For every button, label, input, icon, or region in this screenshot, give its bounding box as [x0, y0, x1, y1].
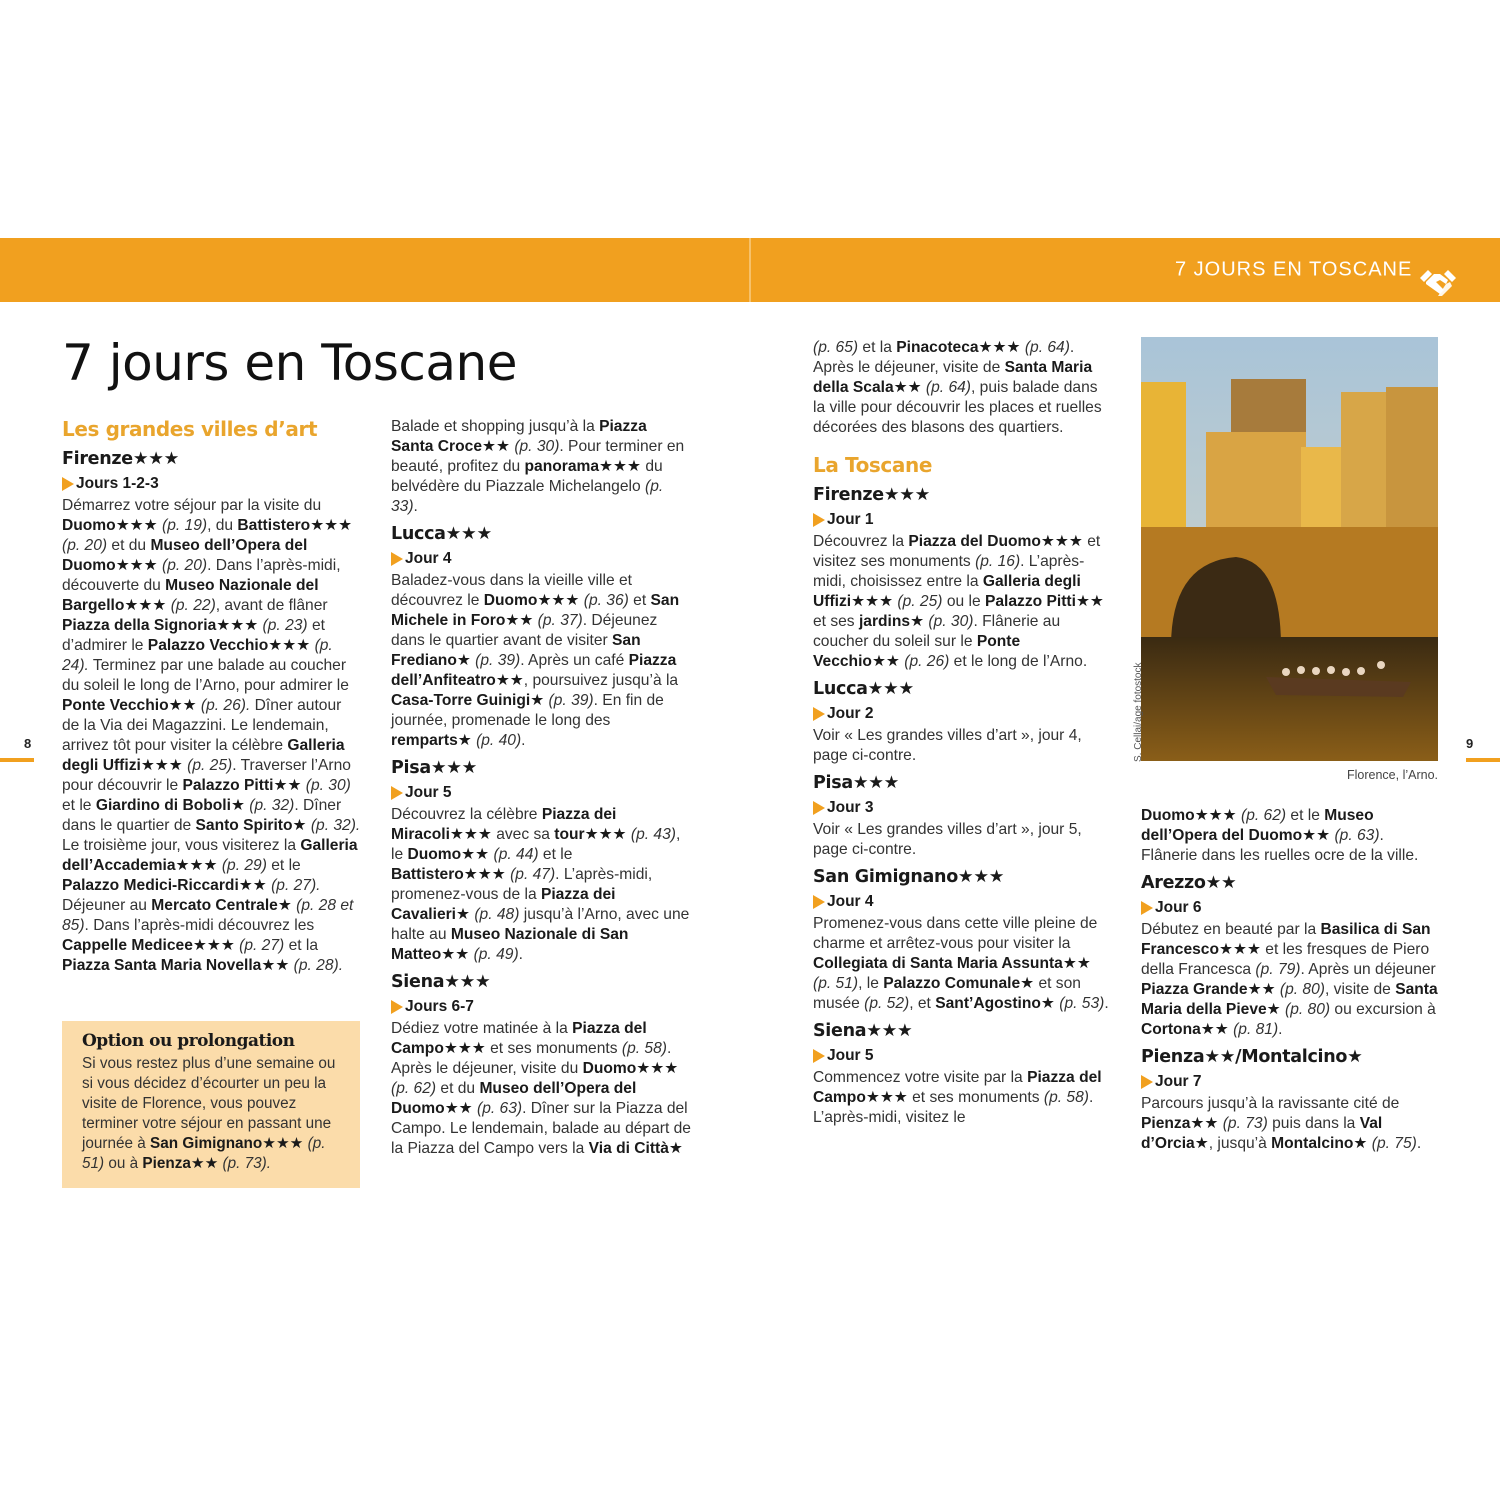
city-heading-lucca: Lucca★★★ — [391, 524, 492, 544]
day-label: Jours 6-7 — [405, 998, 474, 1015]
day-heading — [391, 549, 691, 569]
column-2 — [391, 417, 691, 1159]
day-label: Jour 2 — [827, 705, 874, 722]
option-box — [62, 1021, 360, 1188]
itinerary-text: Promenez-vous dans cette ville pleine de charme et arrêtez-vous pour visiter la Collegiata di Santa Maria Assunta★★ (p. 51), le Palazzo Comunale★ et son musée (p. 52), et Sant’Agostino★ (p. 53). — [813, 915, 1109, 1012]
city-heading-firenze: Firenze★★★ — [62, 449, 180, 469]
day-label: Jour 5 — [827, 1047, 874, 1064]
city-heading: Siena★★★ — [813, 1021, 913, 1041]
city-heading: Lucca★★★ — [813, 679, 914, 699]
itinerary-text: (p. 65) et la Pinacoteca★★★ (p. 64). Après le déjeuner, visite de Santa Maria della Scala★★ (p. 64), puis balade dans la ville pour découvrir les places et ruelles décorées des blasons des quartiers. — [813, 339, 1102, 436]
day-heading — [813, 798, 1111, 818]
day-label: Jour 1 — [827, 511, 874, 528]
toscane-list — [813, 484, 1111, 1128]
toscane-list-right — [1141, 872, 1441, 1154]
column-1 — [62, 416, 362, 976]
itinerary-text: Découvrez la célèbre Piazza dei Miracoli★★★ avec sa tour★★★ (p. 43), le Duomo★★ (p. 44) et le Battistero★★★ (p. 47). L’après-midi, promenez-vous de la Piazza dei Cavalieri★ (p. 48) jusqu’à l’Arno, avec une halte au Museo Nazionale di San Matteo★★ (p. 49). — [391, 806, 690, 963]
column-4 — [1141, 806, 1441, 1154]
triangle-bullet-icon — [1141, 901, 1153, 915]
triangle-bullet-icon — [813, 801, 825, 815]
day-heading — [391, 783, 691, 803]
day-heading — [1141, 1072, 1441, 1092]
city-heading: Pisa★★★ — [813, 773, 900, 793]
triangle-bullet-icon — [391, 786, 403, 800]
day-label: Jour 7 — [1155, 1073, 1202, 1090]
city-heading: Arezzo★★ — [1141, 873, 1237, 893]
option-box-title: Option ou prolongation — [82, 1031, 295, 1051]
triangle-bullet-icon — [62, 477, 74, 491]
day-heading — [813, 892, 1111, 912]
itinerary-text: Parcours jusqu’à la ravissante cité de Pienza★★ (p. 73) puis dans la Val d’Orcia★, jusqu’à Montalcino★ (p. 75). — [1141, 1095, 1422, 1152]
triangle-bullet-icon — [813, 895, 825, 909]
city-heading: San Gimignano★★★ — [813, 867, 1005, 887]
day-label: Jour 6 — [1155, 899, 1202, 916]
city-heading: Pienza★★/Montalcino★ — [1141, 1047, 1363, 1067]
triangle-bullet-icon — [391, 1000, 403, 1014]
day-heading — [1141, 898, 1441, 918]
page-number-right: 9 — [1466, 736, 1474, 751]
city-heading-pisa: Pisa★★★ — [391, 758, 478, 778]
itinerary-text: Débutez en beauté par la Basilica di San Francesco★★★ et les fresques de Piero della Francesca (p. 79). Après un déjeuner Piazza Grande★★ (p. 80), visite de Santa Maria della Pieve★ (p. 80) ou excursion à Cortona★★ (p. 81). — [1141, 921, 1438, 1038]
day-label: Jour 4 — [405, 550, 452, 567]
section-heading-toscane: La Toscane — [813, 453, 932, 477]
itinerary-text: Dédiez votre matinée à la Piazza del Campo★★★ et ses monuments (p. 58). Après le déjeuner, visite du Duomo★★★ (p. 62) et du Museo dell’Opera del Duomo★★ (p. 63). Dîner sur la Piazza del Campo. Le lendemain, balade au départ de la Piazza del Campo vers la Via di Città★ — [391, 1020, 691, 1157]
itinerary-text: Voir « Les grandes villes d’art », jour 5, page ci-contre. — [813, 821, 1082, 858]
itinerary-text: Démarrez votre séjour par la visite du Duomo★★★ (p. 19), du Battistero★★★ (p. 20) et du Museo dell’Opera del Duomo★★★ (p. 20). Dans l’après-midi, découverte du Museo Nazionale del Bargello★★★ (p. 22), avant de flâner Piazza della Signoria★★★ (p. 23) et d’admirer le Palazzo Vecchio★★★ (p. 24). Terminez par une balade au coucher du soleil le long de l’Arno, pour admirer le Ponte Vecchio★★ (p. 26). Dîner autour de la Via dei Magazzini. Le lendemain, arrivez tôt pour visiter la célèbre Galleria degli Uffizi★★★ (p. 25). Traverser l’Arno pour découvrir le Palazzo Pitti★★ (p. 30) et le Giardino di Boboli★ (p. 32). Dîner dans le quartier de Santo Spirito★ (p. 32). Le troisième jour, vous visiterez la Galleria dell’Accademia★★★ (p. 29) et le Palazzo Medici-Riccardi★★ (p. 27). Déjeuner au Mercato Centrale★ (p. 28 et 85). Dans l’après-midi découvrez les Cappelle Medicee★★★ (p. 27) et la Piazza Santa Maria Novella★★ (p. 28). — [62, 497, 361, 974]
option-box-text: Si vous restez plus d’une semaine ou si vous décidez d’écourter un peu la visite de Florence, vous pouvez terminer votre séjour en passant une journée à San Gimignano★★★ (p. 51) ou à Pienza★★ (p. 73). — [82, 1055, 336, 1172]
triangle-bullet-icon — [1141, 1075, 1153, 1089]
day-label: Jour 3 — [827, 799, 874, 816]
itinerary-text: Voir « Les grandes villes d’art », jour 4, page ci-contre. — [813, 727, 1082, 764]
itinerary-text: Baladez-vous dans la vieille ville et découvrez le Duomo★★★ (p. 36) et San Michele in Foro★★ (p. 37). Déjeunez dans le quartier avant de visiter San Frediano★ (p. 39). Après un café Piazza dell’Anfiteatro★★, poursuivez jusqu’à la Casa-Torre Guinigi★ (p. 39). En fin de journée, promenade le long des remparts★ (p. 40). — [391, 572, 680, 749]
photo-credit: S. Cellai/age fotostock — [1133, 662, 1144, 762]
page-title: 7 jours en Toscane — [62, 334, 517, 392]
day-heading — [813, 510, 1111, 530]
running-head: 7 JOURS EN TOSCANE — [1175, 258, 1413, 281]
folio-bar-right — [1466, 758, 1500, 762]
photo-caption: Florence, l’Arno. — [1346, 768, 1438, 782]
day-label: Jours 1-2-3 — [76, 475, 159, 492]
photo-illustration — [1141, 337, 1438, 761]
triangle-bullet-icon — [813, 707, 825, 721]
itinerary-text: Duomo★★★ (p. 62) et le Museo dell’Opera del Duomo★★ (p. 63). Flânerie dans les ruelles ocre de la ville. — [1141, 807, 1419, 864]
day-label: Jour 4 — [827, 893, 874, 910]
triangle-bullet-icon — [391, 552, 403, 566]
itinerary-text: Commencez votre visite par la Piazza del Campo★★★ et ses monuments (p. 58). L’après-midi, visitez le — [813, 1069, 1102, 1126]
day-heading — [813, 1046, 1111, 1066]
triangle-bullet-icon — [813, 513, 825, 527]
photo-ponte-vecchio — [1141, 337, 1438, 761]
itinerary-text: Balade et shopping jusqu’à la Piazza Santa Croce★★ (p. 30). Pour terminer en beauté, profitez du panorama★★★ du belvédère du Piazzale Michelangelo (p. 33). — [391, 418, 685, 515]
city-heading: Firenze★★★ — [813, 485, 931, 505]
day-heading — [813, 704, 1111, 724]
section-heading-villes-art: Les grandes villes d’art — [62, 417, 318, 441]
spine-gutter — [749, 238, 751, 302]
itinerary-text: Découvrez la Piazza del Duomo★★★ et visitez ses monuments (p. 16). L’après-midi, choisissez entre la Galleria degli Uffizi★★★ (p. 25) ou le Palazzo Pitti★★ et ses jardins★ (p. 30). Flânerie au coucher du soleil sur le Ponte Vecchio★★ (p. 26) et le long de l’Arno. — [813, 533, 1104, 670]
page-number-left: 8 — [24, 736, 32, 751]
day-label: Jour 5 — [405, 784, 452, 801]
folio-bar-left — [0, 758, 34, 762]
day-heading — [391, 997, 691, 1017]
triangle-bullet-icon — [813, 1049, 825, 1063]
handshake-icon — [1418, 266, 1458, 300]
column-3 — [813, 338, 1111, 1128]
city-heading-siena: Siena★★★ — [391, 972, 491, 992]
day-heading — [62, 474, 362, 494]
